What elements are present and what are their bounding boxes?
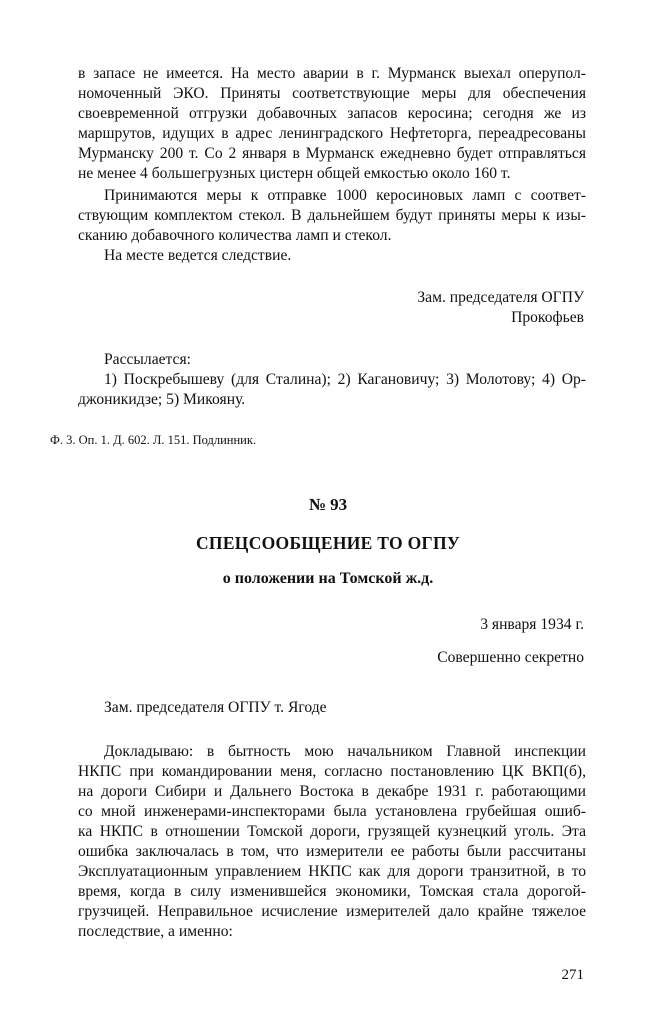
addressee: Зам. председателя ОГПУ т. Ягоде: [104, 699, 327, 716]
text-line: Эксплуатационным управлением НКПС как для дороги транзитной, в то: [78, 863, 586, 880]
investigation-line: На месте ведется следствие.: [104, 247, 292, 264]
distribution-line: джоникидзе; 5) Микояну.: [78, 391, 246, 408]
distribution-line: 1) Поскребышеву (для Сталина); 2) Кагановичу; 3) Молотову; 4) Ор-: [104, 371, 586, 388]
document-title: СПЕЦСООБЩЕНИЕ ТО ОГПУ: [195, 533, 461, 553]
signature-name: Прокофьев: [511, 309, 584, 326]
document-subtitle: о положении на Томской ж.д.: [222, 570, 434, 587]
document-number: № 93: [308, 495, 348, 514]
signature-position: Зам. председателя ОГПУ: [417, 289, 584, 306]
distribution-heading: Рассылается:: [104, 351, 191, 368]
text-line: своевременной отгрузки добавочных запасов керосина; сегодня же из: [78, 105, 586, 122]
text-line: номоченный ЭКО. Приняты соответствующие меры для обеспечения: [78, 85, 586, 102]
text-line: со мной инженерами-инспекторами была установлена грубейшая ошиб-: [78, 803, 586, 820]
text-line: ствующим комплектом стекол. В дальнейшем будут приняты меры к изы-: [78, 207, 586, 224]
text-line: на дороги Сибири и Дальнего Востока в декабре 1931 г. работающими: [78, 783, 586, 800]
text-line: в запасе не имеется. На место аварии в г. Мурманск выехал оперупол-: [78, 65, 586, 82]
text-line: Докладываю: в бытность мою начальником Главной инспекции: [104, 743, 586, 760]
page-number: 271: [561, 967, 584, 983]
document-date: 3 января 1934 г.: [480, 616, 584, 633]
text-line: маршрутов, идущих в адрес ленинградского Нефтеторга, переадресованы: [78, 125, 586, 142]
text-line: ошибка заключалась в том, что измерители ее работы были рассчитаны: [78, 843, 586, 860]
text-line: время, когда в силу изменившейся экономики, Томская стала дорогой-: [78, 883, 586, 900]
text-line: не менее 4 большегрузных цистерн общей емкостью около 160 т.: [78, 165, 511, 182]
text-line: грузчицей. Неправильное исчисление измерителей дало крайне тяжелое: [78, 903, 586, 920]
text-line: ка НКПС в отношении Томской дороги, грузящей кузнецкий уголь. Эта: [78, 823, 586, 840]
classification-stamp: Совершенно секретно: [437, 649, 584, 666]
text-line: Мурманску 200 т. Со 2 января в Мурманск ежедневно будет отправляться: [78, 145, 586, 162]
text-line: Принимаются меры к отправке 1000 керосиновых ламп с соответ-: [104, 187, 586, 204]
text-line: сканию добавочного количества ламп и стекол.: [78, 227, 392, 244]
text-line: последствие, а именно:: [78, 923, 233, 940]
archival-source-note: Ф. 3. Оп. 1. Д. 602. Л. 151. Подлинник.: [50, 433, 257, 447]
text-line: НКПС при командировании меня, согласно постановлению ЦК ВКП(б),: [78, 763, 586, 780]
